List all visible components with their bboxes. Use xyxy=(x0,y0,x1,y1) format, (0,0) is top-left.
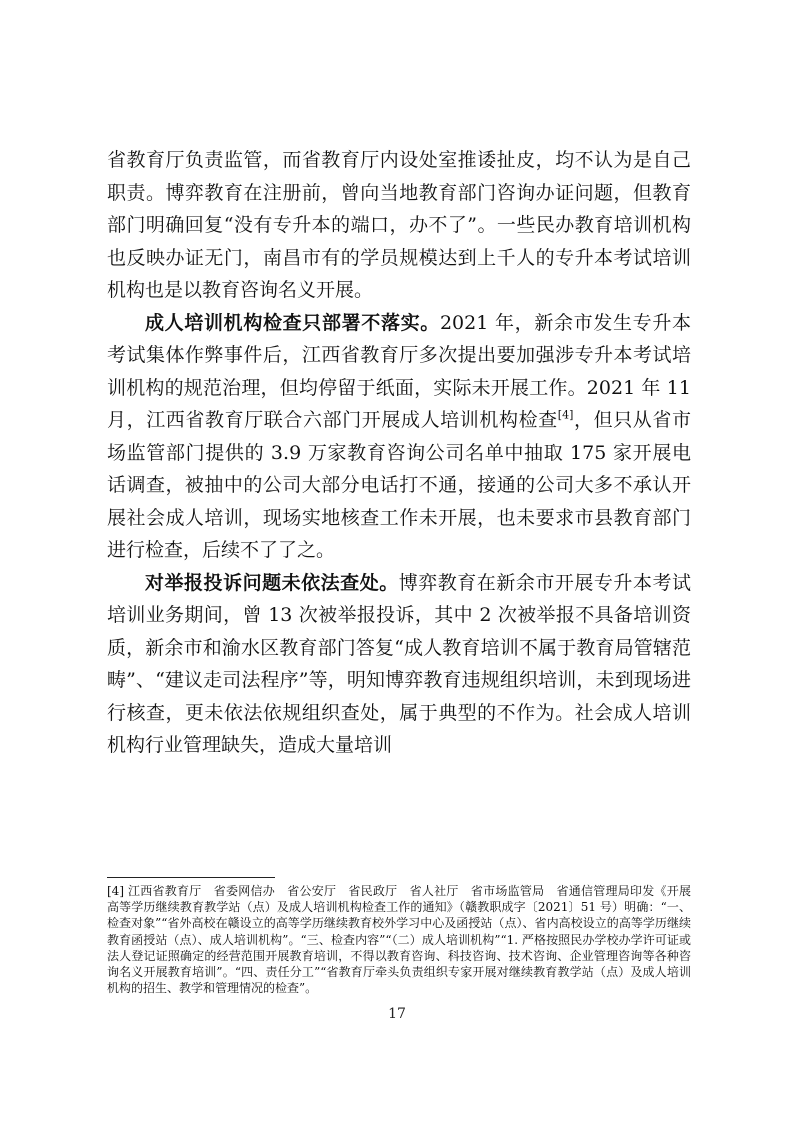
page-number: 17 xyxy=(388,1006,406,1022)
paragraph-2-heading: 成人培训机构检查只部署不落实。 xyxy=(145,311,440,334)
paragraph-3-heading: 对举报投诉问题未依法查处。 xyxy=(145,571,399,594)
paragraph-2 xyxy=(107,307,691,567)
footnote: [4] 江西省教育厅 省委网信办 省公安厅 省民政厅 省人社厅 省市场监管局 省通信管理局印发《开展高等学历继续教育教学站（点）及成人培训机构检查工作的通知》（赣教职成字〔2021〕51 号）明确：“一、检查对象”“省外高校在赣设立的高等学历继续教育校外学习中心及函授站（点）、省内高校设立的高等学历继续教育函授站（点）、成人培训机构”。“三、检查内容”“（二）成人培训机构”“1. 严格按照民办学校办学许可证或法人登记证照确定的经营范围开展教育培训，不得以教育咨询、科技咨询、技术咨询、企业管理咨询等各种咨询名义开展教育培训”。“四、责任分工”“省教育厅牵头负责组织专家开展对继续教育教学站（点）及成人培训机构的招生、教学和管理情况的检查”。 xyxy=(107,884,691,996)
footnote-reference: [4] xyxy=(557,408,574,422)
body-text xyxy=(107,144,691,762)
paragraph-3 xyxy=(107,567,691,762)
footnote-separator xyxy=(107,877,275,878)
paragraph-2-text: 2021 年，新余市发生专升本考试集体作弊事件后，江西省教育厅多次提出要加强涉专升本考试培训机构的规范治理，但均停留于纸面，实际未开展工作。2021 年 11 月，江西省教育厅联合六部门开展成人培训机构检查 xyxy=(107,311,691,431)
paragraph-3-text: 博弈教育在新余市开展专升本考试培训业务期间，曾 13 次被举报投诉，其中 2 次被举报不具备培训资质，新余市和渝水区教育部门答复“成人教育培训不属于教育局管辖范畴”、“建议走司法程序”等，明知博弈教育违规组织培训，未到现场进行核查，更未依法依规组织查处，属于典型的不作为。社会成人培训机构行业管理缺失，造成大量培训 xyxy=(107,571,691,756)
paragraph-1 xyxy=(107,144,691,307)
paragraph-1-text: 省教育厅负责监管，而省教育厅内设处室推诿扯皮，均不认为是自己职责。博弈教育在注册前，曾向当地教育部门咨询办证问题，但教育部门明确回复“没有专升本的端口，办不了”。一些民办教育培训机构也反映办证无门，南昌市有的学员规模达到上千人的专升本考试培训机构也是以教育咨询名义开展。 xyxy=(107,149,691,301)
paragraph-2-text-after: ，但只从省市场监管部门提供的 3.9 万家教育咨询公司名单中抽取 175 家开展电话调查，被抽中的公司大部分电话打不通，接通的公司大多不承认开展社会成人培训，现场实地核查工作未开展，也未要求市县教育部门进行检查，后续不了了之。 xyxy=(107,409,691,561)
